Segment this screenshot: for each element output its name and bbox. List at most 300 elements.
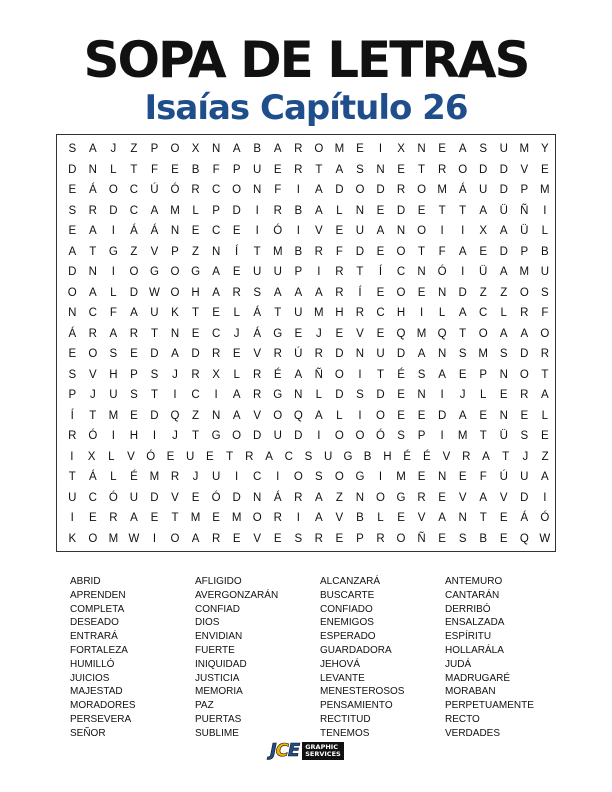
grid-letter: E [273,532,282,545]
grid-letter: M [457,430,468,442]
grid-letter: R [253,368,262,381]
grid-letter: O [293,471,303,483]
grid-letter: O [273,409,283,422]
grid-row [57,385,555,406]
word-item: PERPETUAMENTE [445,700,534,712]
grid-row [57,221,555,242]
grid-row [57,467,555,488]
grid-letter: R [170,471,180,483]
grid-letter: N [437,471,447,483]
grid-letter: O [478,327,488,340]
word-item: VERDADES [445,727,501,739]
word-item: ENEMIGOS [320,617,374,629]
grid-letter: A [150,204,159,217]
grid-letter: I [70,512,74,524]
grid-letter: D [68,163,77,176]
grid-letter: D [396,204,406,217]
word-list [70,575,570,741]
grid-letter: T [315,163,323,176]
grid-letter: D [253,430,262,442]
grid-letter: U [479,184,488,196]
grid-letter: O [355,184,365,196]
grid-letter: L [500,307,507,319]
grid-letter: D [376,184,385,196]
grid-letter: S [499,348,508,360]
grid-letter: R [314,245,323,258]
grid-letter: E [397,389,405,401]
grid-letter: A [212,266,220,278]
grid-letter: U [186,450,195,463]
grid-letter: B [363,450,372,463]
grid-letter: R [314,532,323,545]
grid-letter: E [479,409,488,422]
grid-letter: F [438,245,446,258]
grid-letter: H [109,368,118,381]
grid-letter: E [206,450,214,463]
grid-letter: E [541,163,549,176]
grid-letter: I [317,430,321,442]
grid-letter: S [304,450,313,463]
grid-row [57,324,555,345]
grid-letter: S [294,532,303,545]
grid-letter: U [129,491,139,504]
grid-letter: D [232,204,241,217]
grid-letter: A [212,286,220,299]
grid-letter: I [440,389,444,401]
grid-letter: E [232,532,241,545]
grid-letter: Q [170,409,180,422]
grid-letter: A [520,327,529,340]
grid-letter: R [191,184,200,196]
grid-letter: A [438,368,446,381]
grid-letter: C [211,225,221,237]
word-column [195,575,320,741]
grid-letter: L [336,409,343,422]
grid-letter: U [520,471,529,483]
grid-letter: O [376,491,385,504]
grid-letter: N [499,409,508,422]
word-item: MAJESTAD [70,686,123,698]
grid-letter: T [171,512,179,524]
grid-letter: P [294,266,303,278]
grid-letter: F [109,307,117,319]
grid-letter: A [265,450,273,463]
grid-letter: Ó [376,430,385,442]
grid-letter: J [192,471,199,483]
grid-letter: B [294,245,303,258]
grid-letter: Í [358,286,362,299]
grid-letter: O [396,245,406,258]
grid-letter: S [458,532,467,545]
grid-letter: R [294,143,303,155]
grid-letter: Q [293,409,303,422]
grid-letter: A [315,184,323,196]
grid-letter: A [273,286,282,299]
word-item: ESPÍRITU [445,631,492,643]
grid-letter: I [543,204,547,217]
word-item: GUARDADORA [320,644,392,656]
grid-letter: Í [235,245,239,258]
grid-letter: É [397,368,405,381]
grid-letter: D [129,286,139,299]
grid-letter: E [88,512,97,524]
letter-grid [56,134,556,552]
grid-row [57,344,555,365]
grid-letter: R [335,266,344,278]
grid-letter: V [127,450,135,463]
grid-letter: T [192,307,200,319]
grid-letter: E [541,430,549,442]
grid-letter: R [273,348,282,360]
grid-letter: I [276,471,280,483]
grid-letter: J [522,450,529,463]
word-item: ENTRARÁ [70,631,118,643]
grid-letter: P [520,245,529,258]
grid-letter: E [294,327,303,340]
grid-letter: O [170,266,180,278]
grid-letter: I [317,266,321,278]
grid-letter: A [458,307,467,319]
grid-letter: G [211,430,221,442]
grid-letter: C [88,491,97,504]
grid-letter: R [273,204,282,217]
word-item: LEVANTE [320,672,365,684]
grid-letter: I [378,143,383,155]
grid-letter: F [479,471,487,483]
grid-letter: M [231,512,242,524]
grid-letter: V [150,245,159,258]
grid-letter: S [520,430,529,442]
grid-letter: P [130,368,138,381]
grid-letter: L [192,204,199,217]
grid-letter: E [397,409,405,422]
grid-letter: O [108,184,118,196]
grid-letter: S [109,348,118,360]
grid-letter: Z [192,409,200,422]
grid-letter: O [417,225,427,237]
grid-letter: A [294,368,303,381]
word-item: MADRUGARÉ [445,672,511,684]
grid-letter: G [108,245,118,258]
grid-letter: A [232,409,241,422]
grid-letter: X [397,143,405,155]
grid-letter: A [273,143,282,155]
grid-row [57,283,555,304]
grid-letter: R [396,184,406,196]
grid-letter: F [274,184,282,196]
grid-letter: E [417,471,426,483]
grid-letter: E [130,409,138,422]
grid-letter: N [294,389,303,401]
grid-letter: L [233,307,240,319]
grid-letter: Ó [437,266,447,278]
grid-letter: R [253,389,262,401]
grid-letter: Z [130,245,138,258]
grid-letter: Ó [170,184,180,196]
grid-letter: P [417,430,426,442]
grid-letter: V [88,368,97,381]
grid-row [57,406,555,427]
grid-letter: D [294,430,303,442]
grid-letter: I [70,450,74,463]
word-item: APRENDEN [70,589,126,601]
grid-letter: B [253,143,262,155]
grid-letter: T [459,204,467,217]
grid-letter: M [170,204,180,217]
grid-letter: Ó [108,491,118,504]
grid-letter: M [314,307,324,319]
grid-letter: O [334,430,344,442]
grid-letter: U [68,491,77,504]
page-subtitle: Isaías Capítulo 26 [144,88,468,128]
grid-letter: O [376,409,385,422]
grid-letter: T [274,307,282,319]
grid-letter: D [499,245,508,258]
grid-letter: E [376,245,385,258]
grid-letter: F [335,245,343,258]
grid-letter: E [171,163,179,176]
grid-letter: T [130,163,138,176]
grid-letter: E [417,409,426,422]
word-item: JUICIOS [70,672,110,684]
word-item: TENEMOS [320,727,370,739]
grid-letter: W [128,532,140,545]
grid-letter: A [315,409,323,422]
grid-letter: R [462,450,471,463]
grid-letter: U [376,348,385,360]
grid-letter: E [232,266,241,278]
grid-letter: N [170,327,180,340]
grid-letter: É [273,368,282,381]
grid-letter: V [458,491,467,504]
grid-letter: Á [458,184,467,196]
grid-letter: I [173,389,177,401]
grid-letter: E [150,512,159,524]
grid-letter: S [150,368,159,381]
grid-letter: R [520,307,529,319]
grid-letter: O [417,184,427,196]
grid-letter: Ñ [520,204,529,217]
grid-letter: S [397,430,405,442]
grid-letter: T [459,327,467,340]
grid-letter: I [296,184,300,196]
grid-letter: R [211,348,221,360]
grid-letter: P [212,204,220,217]
grid-letter: Ü [520,225,529,237]
grid-letter: J [459,389,466,401]
grid-letter: I [543,491,547,504]
grid-letter: Y [541,143,549,155]
letter-grid-rows [57,139,555,549]
grid-letter: R [68,430,77,442]
grid-letter: D [150,491,159,504]
grid-letter: K [171,307,179,319]
grid-letter: R [540,348,549,360]
grid-letter: J [89,389,96,401]
grid-letter: D [68,266,77,278]
grid-letter: T [376,368,384,381]
grid-letter: R [232,286,241,299]
word-item: DERRIBÓ [445,603,491,615]
grid-letter: O [88,532,98,545]
grid-letter: Ü [479,266,488,278]
grid-letter: O [458,163,468,176]
grid-letter: O [519,368,529,381]
grid-letter: E [520,409,529,422]
publisher-logo [270,740,344,762]
grid-letter: G [149,266,159,278]
word-item: DIOS [195,617,220,629]
grid-letter: V [520,163,529,176]
grid-letter: R [211,532,221,545]
word-item: CANTARÁN [445,589,500,601]
grid-letter: U [109,389,118,401]
grid-letter: A [335,163,344,176]
grid-letter: J [233,327,240,340]
grid-letter: O [334,471,344,483]
word-item: ALCANZARÁ [320,576,381,587]
grid-letter: A [315,204,323,217]
grid-letter: W [149,286,160,299]
grid-letter: B [191,163,200,176]
grid-row [57,508,555,529]
grid-letter: M [416,327,427,340]
grid-letter: C [211,184,221,196]
grid-letter: D [376,389,385,401]
grid-letter: S [479,143,488,155]
grid-letter: A [315,491,323,504]
grid-letter: D [335,348,344,360]
grid-letter: I [255,204,259,217]
grid-letter: T [418,163,426,176]
grid-letter: H [335,307,344,319]
grid-letter: U [324,450,333,463]
grid-letter: N [417,389,426,401]
grid-letter: R [88,327,97,340]
grid-letter: C [479,307,488,319]
grid-letter: É [130,471,138,483]
grid-letter: E [438,143,446,155]
grid-letter: U [540,266,549,278]
word-item: MORADORES [70,700,136,712]
grid-letter: C [211,327,221,340]
grid-letter: V [171,491,179,504]
grid-letter: V [253,348,262,360]
grid-letter: N [211,245,221,258]
grid-letter: N [211,409,221,422]
grid-letter: E [212,512,220,524]
grid-letter: O [170,286,180,299]
grid-letter: I [358,409,362,422]
grid-letter: R [417,491,426,504]
grid-letter: R [314,348,323,360]
grid-letter: M [190,512,201,524]
grid-letter: O [314,143,324,155]
word-item: AFLIGIDO [195,576,242,587]
grid-letter: I [152,532,157,545]
word-item: MENESTEROSOS [320,686,405,698]
grid-letter: Z [335,491,343,504]
grid-letter: M [334,143,345,155]
grid-letter: Á [88,471,97,483]
grid-letter: L [315,389,323,401]
grid-letter: D [335,184,344,196]
grid-letter: A [130,512,138,524]
grid-letter: T [253,245,261,258]
grid-letter: E [376,327,385,340]
grid-letter: Z [541,450,549,463]
logo-text [302,742,343,760]
grid-letter: E [335,225,344,237]
grid-letter: U [253,163,262,176]
grid-letter: U [273,430,282,442]
grid-letter: D [396,348,406,360]
grid-letter: L [541,409,549,422]
grid-letter: V [253,409,262,422]
grid-letter: R [520,389,529,401]
grid-letter: I [111,225,115,237]
grid-letter: B [294,204,303,217]
grid-letter: E [438,491,446,504]
grid-letter: N [437,348,447,360]
grid-letter: E [68,348,77,360]
grid-letter: L [110,286,117,299]
grid-letter: E [232,225,241,237]
grid-letter: Q [519,532,529,545]
grid-letter: L [108,450,115,463]
grid-row [57,447,555,468]
grid-letter: V [253,532,262,545]
grid-letter: S [417,368,426,381]
grid-letter: R [245,450,254,463]
grid-letter: E [335,532,344,545]
grid-letter: Ú [499,471,508,483]
grid-letter: L [438,307,446,319]
grid-letter: O [540,327,550,340]
word-item: AVERGONZARÁN [195,589,279,601]
grid-row [57,365,555,386]
grid-letter: I [255,225,259,237]
grid-letter: I [378,471,383,483]
grid-letter: A [376,225,385,237]
grid-letter: E [397,512,405,524]
grid-letter: Ü [499,430,508,442]
grid-row [57,303,555,324]
grid-letter: A [482,450,490,463]
grid-letter: A [499,225,508,237]
grid-letter: N [355,204,365,217]
grid-letter: Ú [150,184,159,196]
word-item: INIQUIDAD [195,658,247,670]
grid-letter: A [479,204,488,217]
grid-letter: E [273,163,282,176]
grid-letter: O [170,532,180,545]
grid-letter: E [130,348,138,360]
grid-letter: F [150,163,158,176]
grid-letter: P [479,368,488,381]
grid-letter: N [88,266,97,278]
word-item: BUSCARTE [320,589,375,601]
grid-letter: N [355,491,365,504]
grid-letter: R [355,307,365,319]
grid-letter: T [192,430,200,442]
grid-letter: A [458,409,467,422]
grid-letter: T [502,450,510,463]
grid-letter: I [296,512,300,524]
grid-letter: M [519,266,530,278]
grid-letter: D [520,491,529,504]
grid-letter: A [109,327,118,340]
